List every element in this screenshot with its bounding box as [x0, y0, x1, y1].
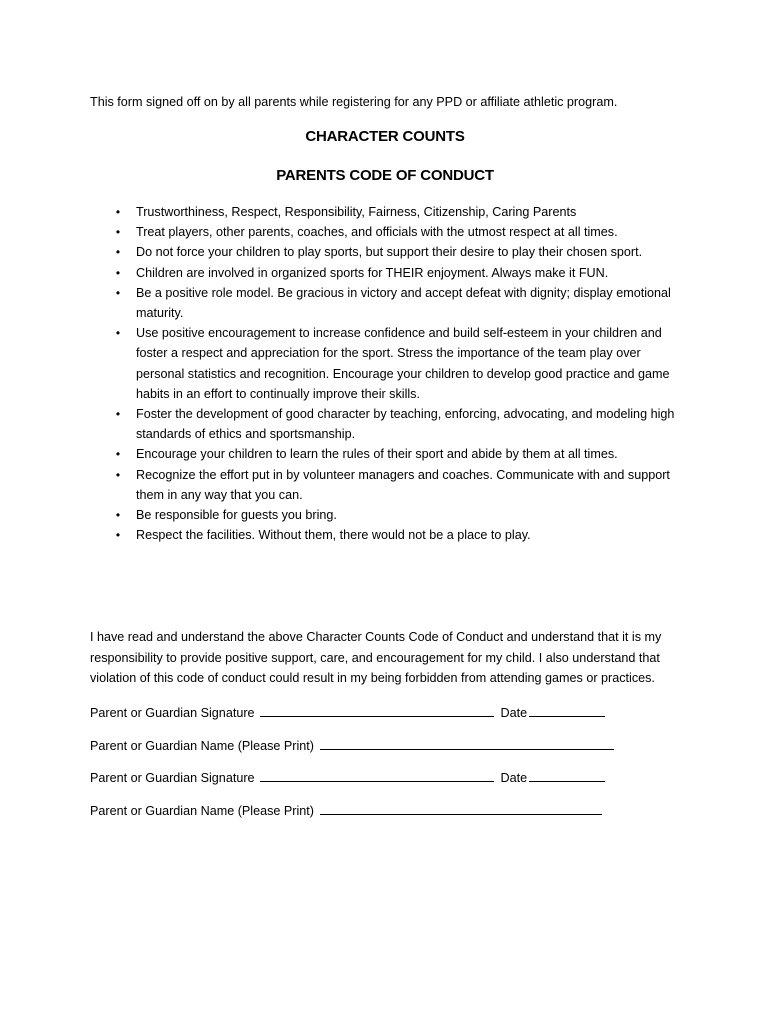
bullet-icon: •	[115, 225, 121, 240]
list-item	[110, 404, 690, 444]
list-item	[110, 202, 690, 222]
name-label: Parent or Guardian Name (Please Print)	[90, 739, 314, 753]
rule-text: Be a positive role model. Be gracious in victory and accept defeat with dignity; display emotional maturity.	[136, 285, 671, 321]
signature-line[interactable]	[260, 767, 494, 782]
signature-label: Parent or Guardian Signature	[90, 706, 255, 720]
list-item	[110, 465, 690, 505]
acknowledgement-statement: I have read and understand the above Character Counts Code of Conduct and understand that it is my responsibility to provide positive support, care, and encouragement for my child. I also understand that violation of this code of conduct could result in my being forbidden from attending games or practices.	[90, 630, 662, 685]
bullet-icon: •	[115, 245, 121, 260]
bullet-icon: •	[115, 467, 121, 482]
list-item	[110, 222, 690, 242]
list-item	[110, 525, 690, 545]
signature-line[interactable]	[260, 702, 494, 717]
name-line[interactable]	[320, 800, 602, 815]
rule-text: Recognize the effort put in by volunteer managers and coaches. Communicate with and support them in any way that you can.	[136, 467, 670, 502]
rule-text: Use positive encouragement to increase confidence and build self-esteem in your children and foster a respect and appreciation for the sport. Stress the importance of the team play over personal statistics and recognition. Encourage your children to develop good practice and game habits in an effort to continually improve their skills.	[136, 326, 670, 401]
list-item	[110, 283, 690, 323]
rule-text: Encourage your children to learn the rules of their sport and abide by them at all times.	[136, 447, 618, 462]
date-label: Date	[500, 771, 528, 785]
bullet-icon: •	[115, 407, 121, 422]
date-label: Date	[500, 706, 528, 720]
conduct-rules-list	[110, 202, 690, 545]
list-item	[110, 323, 690, 404]
name-row-1	[90, 735, 614, 755]
rule-text: Respect the facilities. Without them, there would not be a place to play.	[136, 528, 531, 543]
rule-text: Trustworthiness, Respect, Responsibility, Fairness, Citizenship, Caring Parents	[136, 205, 577, 219]
signature-row-1	[90, 702, 605, 722]
bullet-icon: •	[115, 265, 121, 280]
rule-text: Do not force your children to play sports, but support their desire to play their chosen sport.	[136, 245, 643, 260]
list-item	[110, 505, 690, 525]
bullet-icon: •	[115, 285, 121, 300]
intro-text: This form signed off on by all parents while registering for any PPD or affiliate athletic program.	[90, 95, 618, 109]
list-item	[110, 444, 690, 464]
title-parents-code-of-conduct: PARENTS CODE OF CONDUCT	[276, 167, 494, 184]
signature-row-2	[90, 767, 605, 787]
name-row-2	[90, 800, 602, 820]
rule-text: Foster the development of good character by teaching, enforcing, advocating, and modeling high standards of ethics and sportsmanship.	[136, 407, 675, 442]
rule-text: Children are involved in organized sports for THEIR enjoyment. Always make it FUN.	[136, 265, 609, 280]
date-line[interactable]	[529, 767, 605, 782]
bullet-icon: •	[115, 508, 121, 523]
title-character-counts: CHARACTER COUNTS	[305, 128, 465, 145]
bullet-icon: •	[115, 326, 121, 341]
name-line[interactable]	[320, 735, 614, 750]
rule-text: Be responsible for guests you bring.	[136, 508, 337, 523]
bullet-icon: •	[115, 205, 121, 219]
name-label: Parent or Guardian Name (Please Print)	[90, 804, 314, 818]
list-item	[110, 263, 690, 283]
rule-text: Treat players, other parents, coaches, and officials with the utmost respect at all times.	[136, 225, 618, 240]
date-line[interactable]	[529, 702, 605, 717]
bullet-icon: •	[115, 528, 121, 543]
signature-label: Parent or Guardian Signature	[90, 771, 255, 785]
bullet-icon: •	[115, 447, 121, 462]
list-item	[110, 242, 690, 262]
